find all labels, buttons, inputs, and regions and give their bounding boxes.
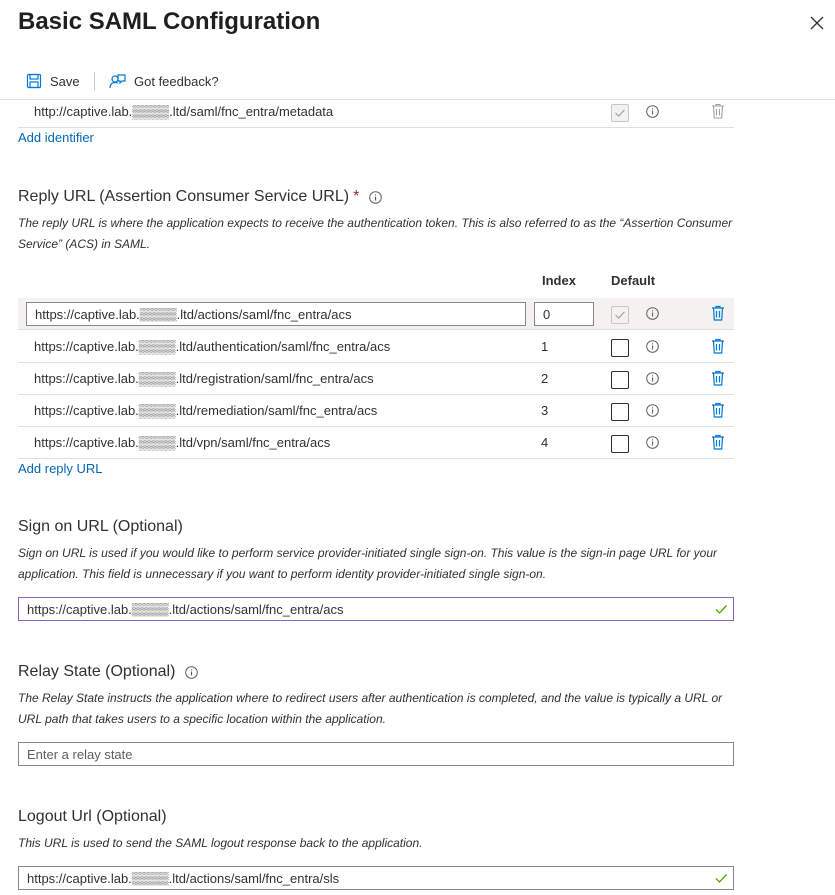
save-button[interactable] <box>26 71 80 91</box>
default-checkbox[interactable] <box>611 435 629 453</box>
default-checkbox[interactable] <box>611 403 629 421</box>
info-icon[interactable] <box>646 105 659 118</box>
delete-icon[interactable] <box>711 370 725 386</box>
add-identifier-link[interactable]: Add identifier <box>18 130 94 145</box>
index-value: 4 <box>541 435 549 450</box>
default-checkbox[interactable] <box>611 104 629 122</box>
reply-url-title: Reply URL (Assertion Consumer Service URL) <box>18 188 350 205</box>
feedback-button[interactable] <box>109 71 219 91</box>
sign-on-url-heading <box>18 518 183 536</box>
required-asterisk: * <box>353 188 360 205</box>
reply-url-row <box>18 298 734 330</box>
command-bar <box>0 64 835 100</box>
default-checkbox[interactable] <box>611 306 629 324</box>
reply-url-value: https://captive.lab.▒▒▒▒.ltd/vpn/saml/fnc_entra/acs <box>34 435 331 450</box>
reply-url-description: The reply URL is where the application expects to receive the authentication token. This is also referred to as the “Assertion Consumer Service” (ACS) in SAML. <box>18 216 733 251</box>
checkmark-icon <box>612 307 628 323</box>
index-value: 3 <box>541 403 549 418</box>
delete-icon[interactable] <box>711 434 725 450</box>
default-checkbox[interactable] <box>611 371 629 389</box>
index-input[interactable] <box>534 302 594 326</box>
reply-url-value: https://captive.lab.▒▒▒▒.ltd/authentication/saml/fnc_entra/acs <box>34 339 391 354</box>
info-icon[interactable] <box>646 340 659 353</box>
index-value: 2 <box>541 371 549 386</box>
info-icon[interactable] <box>646 307 659 320</box>
save-icon <box>26 73 42 89</box>
feedback-icon <box>109 73 126 90</box>
page-title: Basic SAML Configuration <box>18 8 321 35</box>
add-reply-url-link[interactable]: Add reply URL <box>18 461 103 476</box>
reply-url-row <box>18 395 734 427</box>
checkmark-icon <box>612 105 628 121</box>
index-column-header: Index <box>542 273 576 288</box>
reply-url-value: https://captive.lab.▒▒▒▒.ltd/remediation/saml/fnc_entra/acs <box>34 403 378 418</box>
relay-state-description: The Relay State instructs the application where to redirect users after authentication is completed, and the value is typically a URL or URL path that takes users to a specific location within the application. <box>18 691 723 726</box>
save-label: Save <box>50 73 80 89</box>
logout-url-input[interactable] <box>18 866 734 890</box>
identifier-url: http://captive.lab.▒▒▒▒.ltd/saml/fnc_entra/metadata <box>34 104 334 119</box>
feedback-label: Got feedback? <box>134 73 219 89</box>
default-checkbox[interactable] <box>611 339 629 357</box>
reply-url-input[interactable] <box>26 302 526 326</box>
relay-state-heading <box>18 663 198 681</box>
reply-url-heading <box>18 188 382 206</box>
valid-check-icon <box>714 871 728 885</box>
logout-url-heading <box>18 808 167 826</box>
reply-url-row <box>18 363 734 395</box>
info-icon[interactable] <box>369 191 382 204</box>
logout-url-description: This URL is used to send the SAML logout response back to the application. <box>18 836 423 850</box>
info-icon[interactable] <box>185 666 198 679</box>
delete-icon[interactable] <box>711 103 725 119</box>
reply-url-row <box>18 427 734 459</box>
relay-state-title: Relay State (Optional) <box>18 663 176 680</box>
info-icon[interactable] <box>646 372 659 385</box>
index-value: 1 <box>541 339 549 354</box>
close-icon[interactable] <box>806 12 828 34</box>
default-column-header: Default <box>611 273 656 288</box>
sign-on-url-title: Sign on URL (Optional) <box>18 518 183 535</box>
delete-icon[interactable] <box>711 305 725 321</box>
identifier-row <box>18 96 734 128</box>
info-icon[interactable] <box>646 436 659 449</box>
reply-url-row <box>18 331 734 363</box>
logout-url-title: Logout Url (Optional) <box>18 808 167 825</box>
sign-on-url-description: Sign on URL is used if you would like to perform service provider-initiated single sign-on. This value is the sign-in page URL for your application. This field is unnecessary if you want to perform identity provider-initiated single sign-on. <box>18 546 718 581</box>
valid-check-icon <box>714 602 728 616</box>
toolbar-separator <box>94 72 95 90</box>
reply-url-value: https://captive.lab.▒▒▒▒.ltd/registration/saml/fnc_entra/acs <box>34 371 374 386</box>
delete-icon[interactable] <box>711 402 725 418</box>
relay-state-input[interactable] <box>18 742 734 766</box>
info-icon[interactable] <box>646 404 659 417</box>
delete-icon[interactable] <box>711 338 725 354</box>
sign-on-url-input[interactable] <box>18 597 734 621</box>
